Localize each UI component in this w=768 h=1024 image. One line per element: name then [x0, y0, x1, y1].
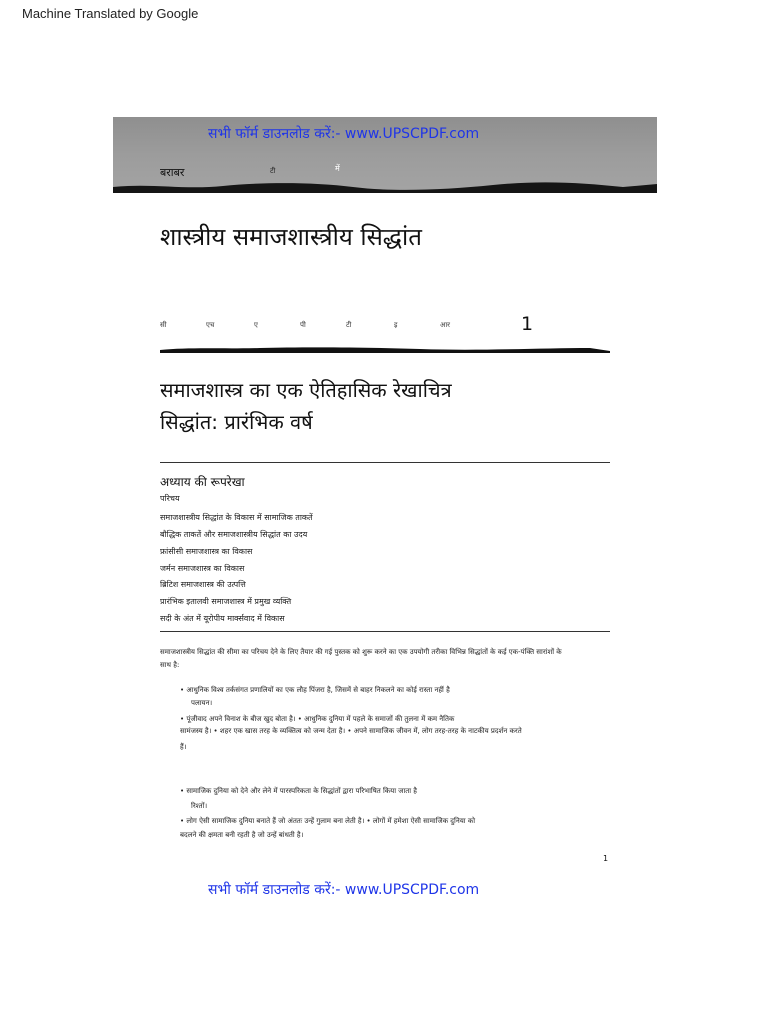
outline-item: प्रारंभिक इतालवी समाजशास्त्र में प्रमुख व्यक्ति — [160, 597, 292, 606]
chapter-label-letter: टी — [346, 321, 352, 329]
outline-item: जर्मन समाजशास्त्र का विकास — [160, 564, 245, 573]
intro-text: समाजशास्त्रीय सिद्धांत की सीमा का परिचय देने के लिए तैयार की गई पुस्तक को शुरू करने का एक उपयोगी तरीका विभिन्न सिद्धांतों के कई एक-पंक्ति सारांशों के — [160, 648, 562, 656]
bullet-text: रिश्तों। — [191, 802, 208, 810]
banner-word: बराबर — [160, 166, 185, 179]
chapter-label-letter: पी — [300, 321, 306, 329]
book-title: शास्त्रीय समाजशास्त्रीय सिद्धांत — [160, 223, 422, 251]
chapter-number: 1 — [521, 313, 534, 335]
bullet-text: पलायन। — [191, 699, 213, 707]
chapter-label-letter: इ — [394, 321, 398, 329]
page-number: 1 — [603, 854, 609, 863]
banner-download-link[interactable]: सभी फॉर्म डाउनलोड करें:- www.UPSCPDF.com — [208, 126, 480, 142]
bullet-text: • सामाजिक दुनिया को देने और लेने में पारस्परिकता के सिद्धांतों द्वारा परिभाषित किया जाता है — [180, 787, 418, 795]
bullet-text: • पूंजीवाद अपने विनाश के बीज खुद बोता है। • आधुनिक दुनिया में पहले के समाजों की तुलना में कम नैतिक — [180, 715, 455, 723]
bullet-text: बदलने की क्षमता बनी रहती है जो उन्हें बांधती है। — [180, 831, 304, 839]
bullet-text: सामंजस्य है। • शहर एक खास तरह के व्यक्तित्व को जन्म देता है। • अपने सामाजिक जीवन में, लोग तरह-तरह के नाटकीय प्रदर्शन करते — [180, 727, 522, 735]
chapter-label-letter: सी — [160, 321, 167, 329]
chapter-label-letter: एच — [206, 321, 215, 329]
outline-item: ब्रिटिश समाजशास्त्र की उत्पत्ति — [160, 580, 246, 589]
bullet-text: • आधुनिक विश्व तर्कसंगत प्रणालियों का एक लौह पिंजरा है, जिसमें से बाहर निकलने का कोई रास्ता नहीं है — [180, 686, 450, 694]
outline-item: परिचय — [160, 494, 180, 503]
bullet-text: हैं। — [180, 743, 187, 751]
outline-item: फ्रांसीसी समाजशास्त्र का विकास — [160, 547, 253, 556]
banner-black-band — [113, 179, 657, 193]
footer-download-link[interactable]: सभी फॉर्म डाउनलोड करें:- www.UPSCPDF.com — [208, 882, 480, 898]
outline-item: सदी के अंत में यूरोपीय मार्क्सवाद में विकास — [160, 614, 285, 623]
chapter-label — [160, 321, 450, 335]
intro-text: साथ है: — [160, 661, 180, 669]
chapter-label-letter: ए — [254, 321, 258, 329]
machine-translated-note: Machine Translated by Google — [22, 6, 199, 21]
outline-top-rule — [160, 462, 610, 463]
banner-word: में — [335, 164, 340, 173]
chapter-divider — [160, 344, 610, 354]
header-banner — [113, 117, 657, 193]
bullet-text: • लोग ऐसी सामाजिक दुनिया बनाते हैं जो अंततः उन्हें गुलाम बना लेती है। • लोगों में हमेशा ऐसी सामाजिक दुनिया को — [180, 817, 476, 825]
chapter-label-letter: आर — [440, 321, 451, 329]
outline-heading: अध्याय की रूपरेखा — [160, 475, 245, 489]
outline-item: बौद्धिक ताकतें और समाजशास्त्रीय सिद्धांत का उदय — [160, 530, 308, 539]
chapter-title-line2: सिद्धांत: प्रारंभिक वर्ष — [160, 410, 313, 434]
chapter-title-line1: समाजशास्त्र का एक ऐतिहासिक रेखाचित्र — [160, 378, 452, 402]
banner-word: टी — [270, 167, 276, 175]
outline-item: समाजशास्त्रीय सिद्धांत के विकास में सामाजिक ताकतें — [160, 513, 313, 522]
outline-bottom-rule — [160, 631, 610, 632]
